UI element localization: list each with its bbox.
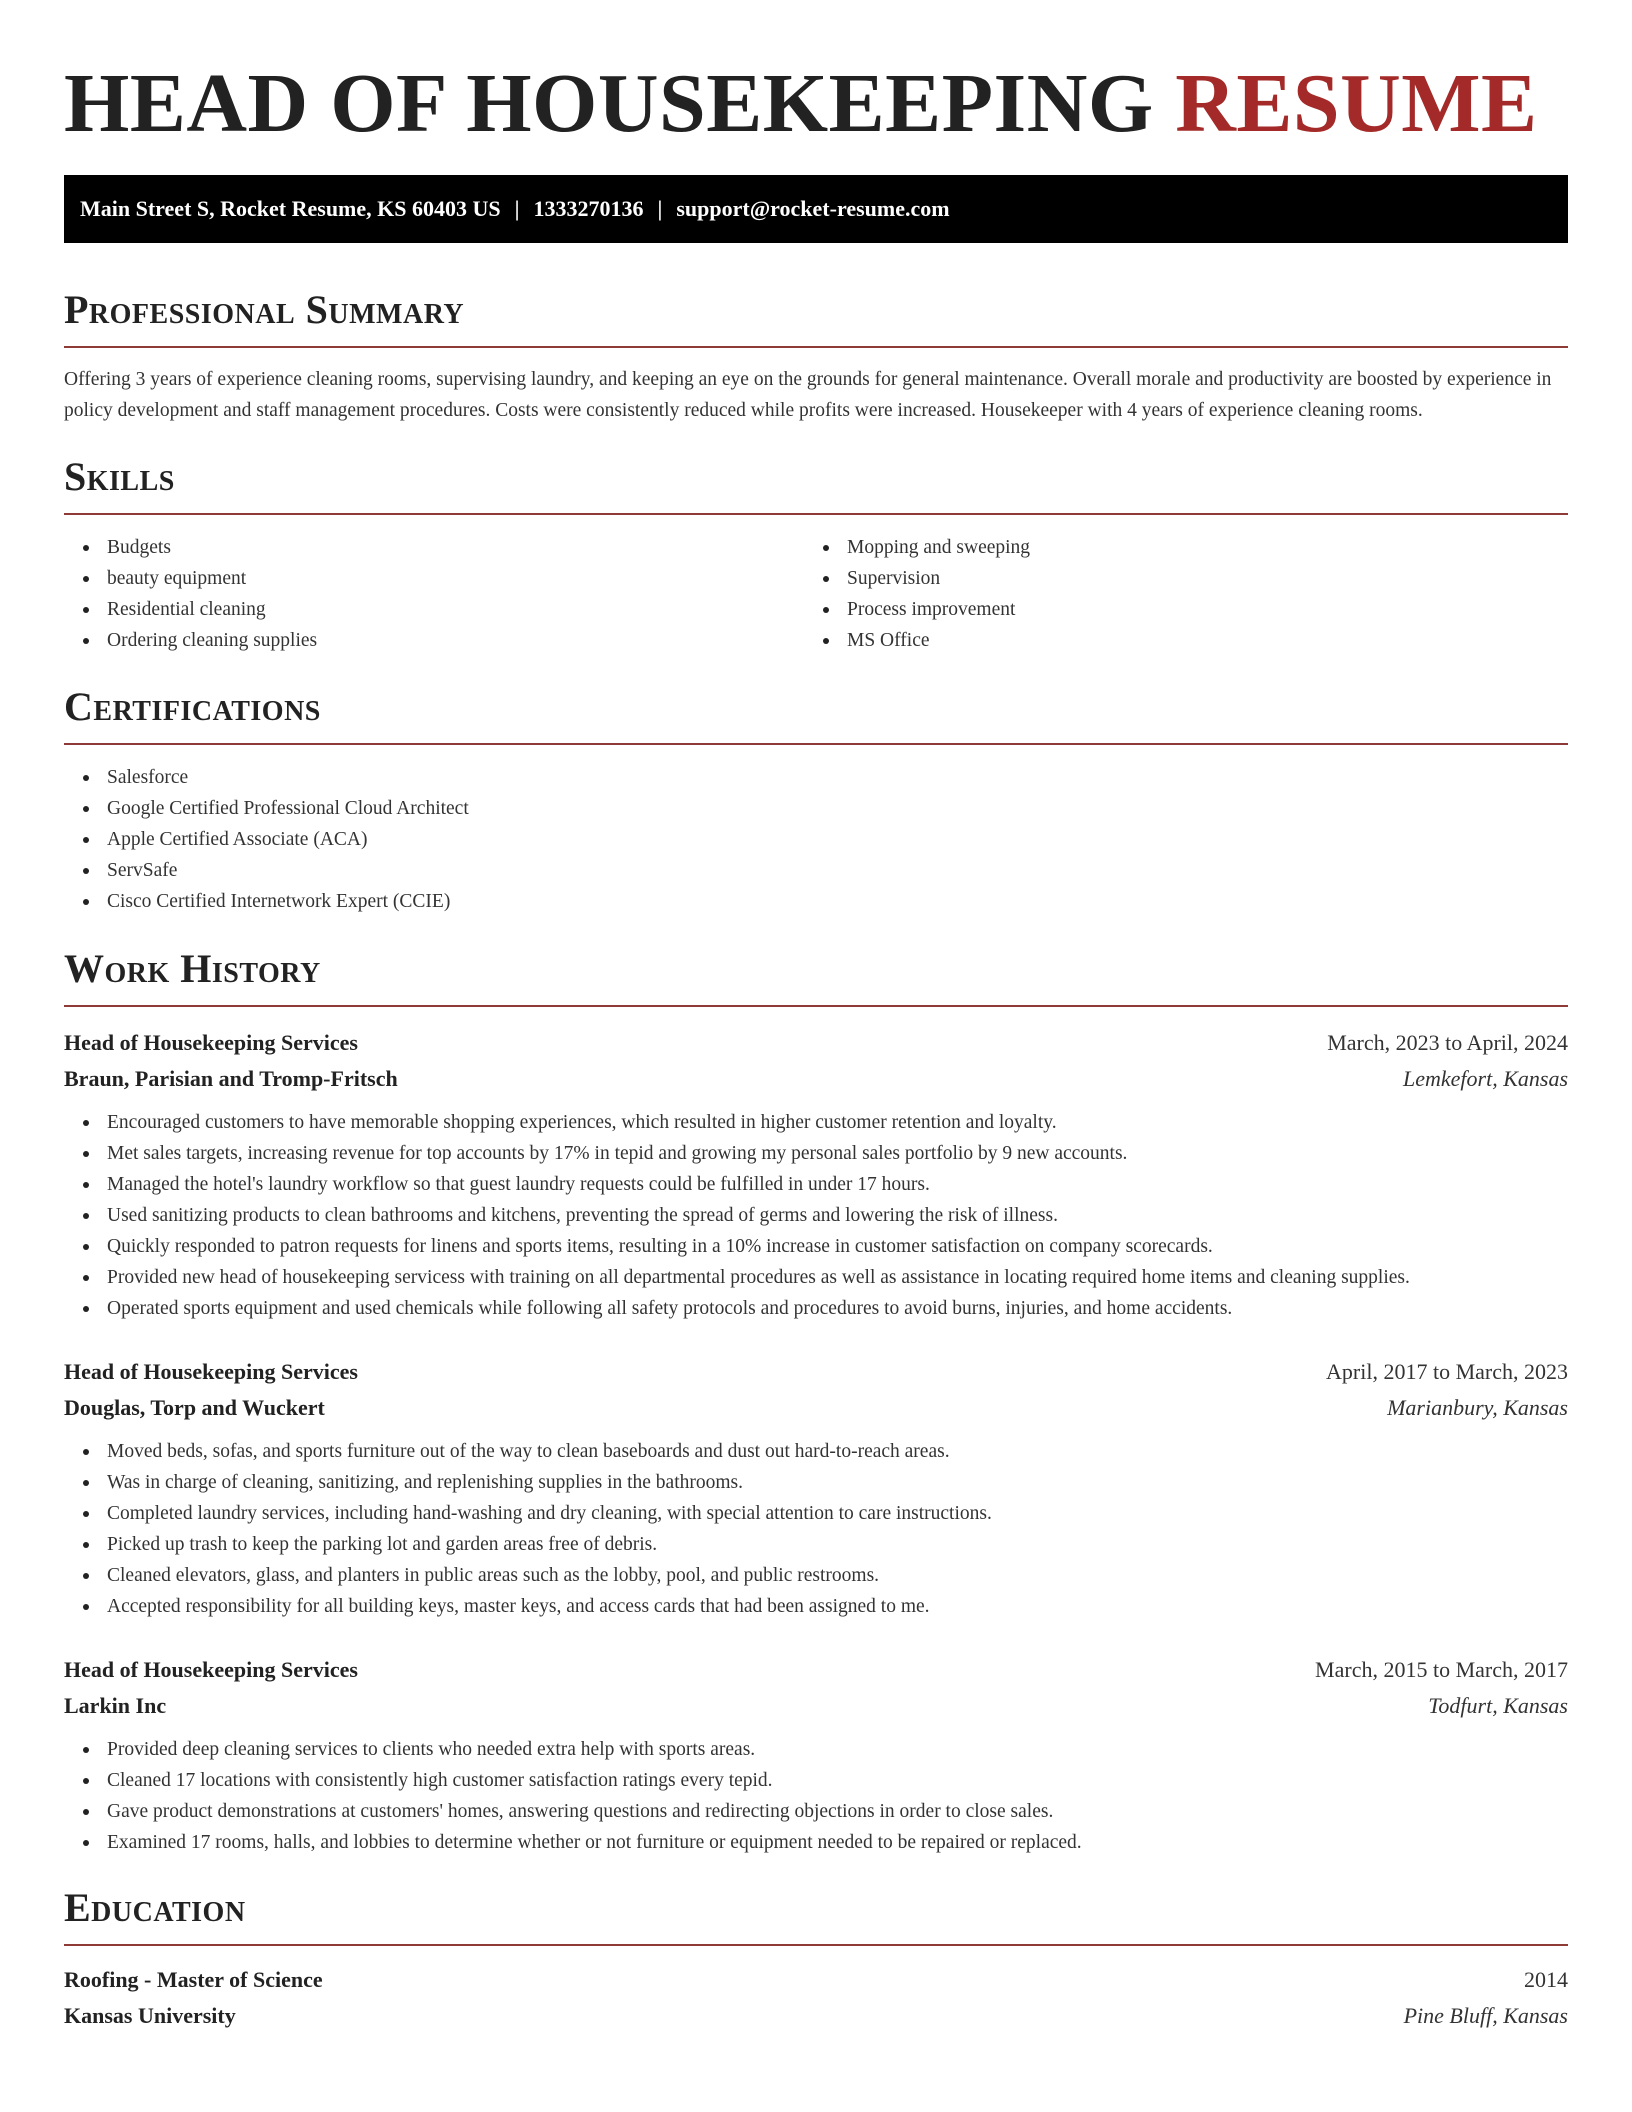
job-duty: Accepted responsibility for all building keys, master keys, and access cards that had been assigned to me. [64, 1591, 1568, 1622]
education-school: Kansas University [64, 2003, 236, 2028]
job-company: Braun, Parisian and Tromp-Fritsch [64, 1066, 398, 1091]
job-title: Head of Housekeeping Services [64, 1030, 358, 1055]
job-company: Larkin Inc [64, 1693, 167, 1718]
skill-item: Mopping and sweeping [804, 532, 1544, 563]
job-location: Lemkefort, Kansas [1403, 1066, 1568, 1091]
contact-address: Main Street S, Rocket Resume, KS 60403 US [80, 196, 501, 221]
contact-separator: | [657, 196, 663, 221]
job-duty: Was in charge of cleaning, sanitizing, and replenishing supplies in the bathrooms. [64, 1467, 1568, 1498]
resume-title-main: HEAD OF HOUSEKEEPING [64, 57, 1154, 150]
summary-text: Offering 3 years of experience cleaning rooms, supervising laundry, and keeping an eye on the grounds for general maintenance. Overall morale and productivity are boosted by experience in policy development and staff management procedures. Costs were consistently reduced while profits were increased. Housekeeper with 4 years of experience cleaning rooms. [64, 369, 1552, 421]
certification-item: Salesforce [64, 762, 1568, 793]
education-degree: Roofing - Master of Science [64, 1967, 323, 1992]
resume-title [64, 58, 1568, 150]
education-location: Pine Bluff, Kansas [1403, 2003, 1568, 2028]
job-header [64, 1652, 1568, 1688]
certification-item: Apple Certified Associate (ACA) [64, 824, 1568, 855]
job-subheader [64, 1061, 1568, 1097]
job-subheader [64, 1390, 1568, 1426]
contact-phone: 1333270136 [533, 196, 644, 221]
job-duty: Provided new head of housekeeping servicess with training on all departmental procedures as well as assistance in locating required home items and cleaning supplies. [64, 1262, 1568, 1293]
job-duties [64, 1734, 1568, 1858]
job-entry [64, 1025, 1568, 1324]
job-location: Marianbury, Kansas [1387, 1395, 1568, 1420]
skills-column-left [64, 532, 804, 656]
skill-item: Process improvement [804, 594, 1544, 625]
job-location: Todfurt, Kansas [1428, 1693, 1568, 1718]
job-company: Douglas, Torp and Wuckert [64, 1395, 325, 1420]
job-duty: Quickly responded to patron requests for linens and sports items, resulting in a 10% increase in customer satisfaction on company scorecards. [64, 1231, 1568, 1262]
education-header [64, 1962, 1568, 1998]
job-header [64, 1025, 1568, 1061]
job-title: Head of Housekeeping Services [64, 1657, 358, 1682]
skill-item: Budgets [64, 532, 804, 563]
job-duty: Examined 17 rooms, halls, and lobbies to determine whether or not furniture or equipment needed to be repaired or replaced. [64, 1827, 1568, 1858]
certification-item: Cisco Certified Internetwork Expert (CCIE) [64, 886, 1568, 917]
job-duties [64, 1107, 1568, 1324]
work-history-heading: Work History [64, 945, 1568, 1007]
certification-item: ServSafe [64, 855, 1568, 886]
summary-heading: Professional Summary [64, 286, 1568, 348]
job-duty: Managed the hotel's laundry workflow so that guest laundry requests could be fulfilled in under 17 hours. [64, 1169, 1568, 1200]
education-subheader [64, 1998, 1568, 2034]
job-dates: March, 2015 to March, 2017 [1315, 1657, 1568, 1682]
skill-item: Supervision [804, 563, 1544, 594]
education-heading: Education [64, 1884, 1568, 1946]
job-subheader [64, 1688, 1568, 1724]
job-duty: Completed laundry services, including hand-washing and dry cleaning, with special attention to care instructions. [64, 1498, 1568, 1529]
certification-item: Google Certified Professional Cloud Architect [64, 793, 1568, 824]
job-duty: Gave product demonstrations at customers' homes, answering questions and redirecting objections in order to close sales. [64, 1796, 1568, 1827]
resume-page [64, 0, 1568, 2034]
job-duty: Used sanitizing products to clean bathrooms and kitchens, preventing the spread of germs and lowering the risk of illness. [64, 1200, 1568, 1231]
job-title: Head of Housekeeping Services [64, 1359, 358, 1384]
skill-item: Residential cleaning [64, 594, 804, 625]
job-duty: Encouraged customers to have memorable shopping experiences, which resulted in higher customer retention and loyalty. [64, 1107, 1568, 1138]
job-duty: Cleaned elevators, glass, and planters in public areas such as the lobby, pool, and public restrooms. [64, 1560, 1568, 1591]
certifications-heading: Certifications [64, 683, 1568, 745]
job-duty: Picked up trash to keep the parking lot and garden areas free of debris. [64, 1529, 1568, 1560]
job-duty: Operated sports equipment and used chemicals while following all safety protocols and procedures to avoid burns, injuries, and home accidents. [64, 1293, 1568, 1324]
contact-separator: | [514, 196, 520, 221]
education-entry [64, 1962, 1568, 2034]
job-header [64, 1354, 1568, 1390]
job-duty: Provided deep cleaning services to clients who needed extra help with sports areas. [64, 1734, 1568, 1765]
job-entry [64, 1354, 1568, 1622]
job-duty: Moved beds, sofas, and sports furniture out of the way to clean baseboards and dust out hard-to-reach areas. [64, 1436, 1568, 1467]
skill-item: MS Office [804, 625, 1544, 656]
skill-item: Ordering cleaning supplies [64, 625, 804, 656]
job-duty: Met sales targets, increasing revenue for top accounts by 17% in tepid and growing my personal sales portfolio by 9 new accounts. [64, 1138, 1568, 1169]
skills-column-right [804, 532, 1544, 656]
certifications-list [64, 762, 1568, 917]
job-duties [64, 1436, 1568, 1622]
education-year: 2014 [1524, 1967, 1568, 1992]
job-dates: April, 2017 to March, 2023 [1326, 1359, 1568, 1384]
skill-item: beauty equipment [64, 563, 804, 594]
job-dates: March, 2023 to April, 2024 [1327, 1030, 1568, 1055]
job-entry [64, 1652, 1568, 1858]
contact-bar [64, 175, 1568, 243]
resume-title-accent: RESUME [1175, 57, 1538, 150]
contact-email: support@rocket-resume.com [676, 196, 950, 221]
skills-list [64, 532, 1568, 656]
job-duty: Cleaned 17 locations with consistently high customer satisfaction ratings every tepid. [64, 1765, 1568, 1796]
skills-heading: Skills [64, 453, 1568, 515]
